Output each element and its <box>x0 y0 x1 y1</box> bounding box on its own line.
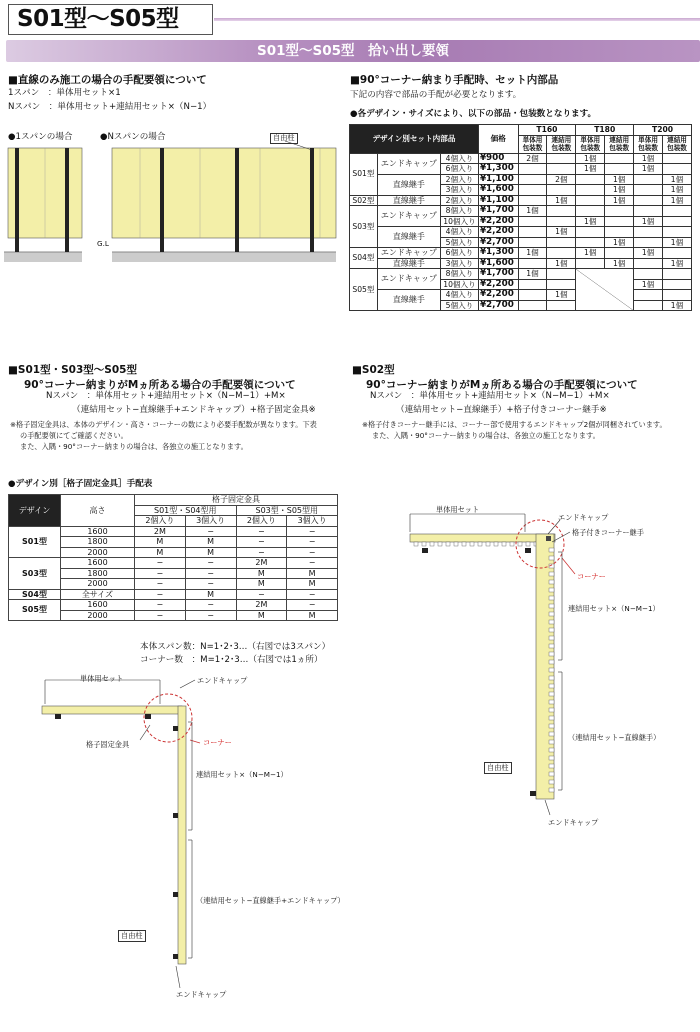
left-bracket-label: 格子固定金具 <box>86 740 130 749</box>
size-t180: T180 <box>576 125 634 136</box>
s0135-note-3: また、入隅・90°コーナー納まりの場合は、各独立の施工となります。 <box>20 442 248 451</box>
lattice-slat <box>549 692 554 696</box>
right-post-label: 自由柱 <box>484 762 512 774</box>
table-row: 10個入り ¥2,200 1個 <box>350 279 692 290</box>
size-t160: T160 <box>518 125 576 136</box>
title-rule <box>214 18 700 21</box>
corner-parts-sub2: ●各デザイン・サイズにより、以下の部品・包装数となります。 <box>350 109 597 119</box>
panel-nspan <box>112 148 336 238</box>
gl-label: G.L <box>97 239 109 248</box>
lattice-slat <box>549 628 554 632</box>
lattice-slat <box>549 708 554 712</box>
left-post-label: 自由柱 <box>118 930 146 942</box>
free-post-label: 自由柱 <box>270 133 298 144</box>
table-row: 3個入り ¥1,600 1個 1個 <box>350 185 692 196</box>
lattice-slat <box>549 668 554 672</box>
lattice-slat <box>549 556 554 560</box>
table-row: 1800 M M − − <box>9 537 338 548</box>
table-row: S01型 エンドキャップ 4個入り ¥900 2個 1個 1個 <box>350 153 692 164</box>
lattice-slat <box>549 780 554 784</box>
s0135-line-2: （連結用セット−直線継手+エンドキャップ）+格子固定金具※ <box>72 405 316 415</box>
s0135-note-1: ※格子固定金具は、本体のデザイン・高さ・コーナーの数により必要手配数が異なります。下表 <box>10 420 317 429</box>
lattice-slat <box>549 604 554 608</box>
lattice-slat <box>549 772 554 776</box>
bracket-heading: ●デザイン別［格子固定金具］手配表 <box>8 479 153 489</box>
straight-fence-diagram <box>0 140 340 275</box>
bracket-note-1: 本体スパン数：N=1･2･3…（右図では3スパン） <box>140 642 331 652</box>
lattice-slat <box>549 676 554 680</box>
table-row: 2000 − − M M <box>9 610 338 621</box>
left-end-cap-bottom-label: エンドキャップ <box>176 990 227 999</box>
right-corner-joint-label: 格子付きコーナー継手 <box>572 528 644 537</box>
table-row: S05型 エンドキャップ 8個入り ¥1,700 1個 <box>350 269 692 280</box>
parts-table: デザイン別セット内部品 価格 T160 T180 T200 単体用包装数 連結用包装数 単体用包装数 連結用包装数 単体用包装数 連結用包装数 S01型 エンドキャップ 4個入り ¥900 2個 1個 1個 6個入り ¥1,300 1個 1個 直線継手 2個入り ¥1,100 2個 1個 1個 3個入り ¥1,600 1個 1個 S02型 直線継手 2個入り ¥1,100 1個 1個 1個 S03型 エンドキャップ 8個入り ¥1,700 1個 10個入り ¥2,200 1個 1個 直線継手 4個入り ¥2,200 1個 5個入り ¥2,700 1個 1個 S04型 エンドキャップ 6個入り ¥1,300 1個 1個 1個 直線継手 3個入り ¥1,600 1個 1個 1個 S05型 エンドキャップ 8個入り ¥1,700 1個 10個入り ¥2,200 1個 直線継手 4個入り ¥2,200 1個 5個入り ¥2,700 1個 <box>349 124 692 311</box>
left-corner-label: コーナー <box>203 738 232 747</box>
horizontal-fence <box>42 706 182 714</box>
post <box>235 148 239 252</box>
straight-heading: ■直線のみ施工の場合の手配要領について <box>8 74 207 86</box>
corner-parts-sub: 下記の内容で部品の手配が必要となります。 <box>350 90 522 100</box>
table-row: S03型 1600 − − 2M − <box>9 558 338 569</box>
lattice-slat <box>549 788 554 792</box>
post <box>160 148 164 252</box>
lattice-slat <box>549 740 554 744</box>
right-end-cap-bottom-label: エンドキャップ <box>548 818 599 827</box>
post <box>15 148 19 252</box>
lattice-slat <box>549 644 554 648</box>
right-corner-diagram <box>400 490 700 835</box>
bracket-table: デザイン 高さ 格子固定金具 S01型・S04型用 S03型・S05型用 2個入り 3個入り 2個入り 3個入り S01型 1600 2M − − − 1800 M M − − 2000 M M − − S03型 1600 − − 2M − 1800 − − M M 2000 − − M M S04型 全サイズ − M − − S05型 1600 − − 2M − 2000 − − M M <box>8 494 338 621</box>
right-single-set-label: 単体用セット <box>436 505 480 514</box>
right-connect-minus-label: （連結用セット−直線継手） <box>568 733 661 742</box>
left-single-set-label: 単体用セット <box>80 674 124 683</box>
lattice-slat <box>549 716 554 720</box>
s0135-heading-1: ■S01型・S03型〜S05型 <box>8 364 137 376</box>
lattice-slat <box>549 596 554 600</box>
lattice-slat <box>549 700 554 704</box>
s0135-line-1: Nスパン ：単体用セット+連結用セット×（N−M−1）+M× <box>46 391 286 401</box>
left-corner-diagram <box>0 670 340 1032</box>
table-row: S04型 エンドキャップ 6個入り ¥1,300 1個 1個 1個 <box>350 248 692 259</box>
bracket-note-2: コーナー数 ：M=1･2･3…（右図では1ヵ所） <box>140 655 323 665</box>
right-corner-label: コーナー <box>577 572 606 581</box>
parts-header-design: デザイン別セット内部品 <box>350 125 479 154</box>
lattice-slat <box>549 620 554 624</box>
lattice-slat <box>549 764 554 768</box>
right-connect-label: 連結用セット×（N−M−1） <box>568 604 660 613</box>
lattice-slat <box>549 684 554 688</box>
table-row: S05型 1600 − − 2M − <box>9 600 338 611</box>
lattice-slat <box>549 748 554 752</box>
left-connect-label: 連結用セット×（N−M−1） <box>196 770 288 779</box>
lattice-slat <box>549 724 554 728</box>
lattice-slat <box>549 572 554 576</box>
straight-line-1: 1スパン ：単体用セット×1 <box>8 88 121 98</box>
table-row: 5個入り ¥2,700 1個 1個 <box>350 237 692 248</box>
s0135-heading-2: 90°コーナー納まりがMヵ所ある場合の手配要領について <box>24 379 296 391</box>
ground-1span <box>4 252 82 262</box>
table-row: S02型 直線継手 2個入り ¥1,100 1個 1個 1個 <box>350 195 692 206</box>
table-row: 直線継手 2個入り ¥1,100 2個 1個 1個 <box>350 174 692 185</box>
table-row: 10個入り ¥2,200 1個 1個 <box>350 216 692 227</box>
lattice-slat <box>549 612 554 616</box>
table-row: 2000 − − M M <box>9 579 338 590</box>
table-row: 6個入り ¥1,300 1個 1個 <box>350 164 692 175</box>
lattice-slat <box>549 636 554 640</box>
post <box>310 148 314 252</box>
table-row: S04型 全サイズ − M − − <box>9 589 338 600</box>
table-row: S03型 エンドキャップ 8個入り ¥1,700 1個 <box>350 206 692 217</box>
label-nspan: ●Nスパンの場合 <box>100 132 166 142</box>
s02-line-2: （連結用セット−直線継手）+格子付きコーナー継手※ <box>396 405 607 415</box>
lattice-slat <box>549 660 554 664</box>
lattice-slat <box>549 652 554 656</box>
label-1span: ●1スパンの場合 <box>8 132 73 142</box>
table-row: 直線継手 3個入り ¥1,600 1個 1個 1個 <box>350 258 692 269</box>
table-row: 直線継手 4個入り ¥2,200 1個 <box>350 290 692 301</box>
post <box>65 148 69 252</box>
vertical-fence <box>178 706 186 964</box>
page-title: S01型〜S05型 <box>8 4 213 35</box>
table-row: 5個入り ¥2,700 1個 <box>350 300 692 311</box>
table-row: 1800 − − M M <box>9 568 338 579</box>
right-end-cap-label: エンドキャップ <box>558 513 609 522</box>
straight-line-2: Nスパン ：単体用セット+連結用セット×（N−1） <box>8 102 212 112</box>
parts-header-price: 価格 <box>478 125 518 154</box>
table-row: 直線継手 4個入り ¥2,200 1個 <box>350 227 692 238</box>
lattice-slat <box>549 588 554 592</box>
horizontal-lattice <box>410 534 555 542</box>
s02-heading-2: 90°コーナー納まりがMヵ所ある場合の手配要領について <box>366 379 638 391</box>
corner-parts-heading: ■90°コーナー納まり手配時、セット内部品 <box>350 74 559 86</box>
lattice-slat <box>549 756 554 760</box>
s02-line-1: Nスパン ：単体用セット+連結用セット×（N−M−1）+M× <box>370 391 610 401</box>
ground-nspan <box>112 252 336 262</box>
s02-heading-1: ■S02型 <box>352 364 395 376</box>
s02-note-1: ※格子付きコーナー継手には、コーナー部で使用するエンドキャップ2個が同梱されています。 <box>362 420 667 429</box>
table-row: 2000 M M − − <box>9 547 338 558</box>
lattice-slat <box>549 548 554 552</box>
size-t200: T200 <box>634 125 692 136</box>
s0135-note-2: の手配要領にてご確認ください。 <box>20 431 128 440</box>
section-banner: S01型〜S05型 拾い出し要領 <box>6 40 700 62</box>
lattice-slat <box>549 580 554 584</box>
left-end-cap-label: エンドキャップ <box>197 676 248 685</box>
lattice-slat <box>549 732 554 736</box>
s02-note-2: また、入隅・90°コーナー納まりの場合は、各独立の施工となります。 <box>372 431 600 440</box>
left-connect-minus-label: （連結用セット−直線継手+エンドキャップ） <box>196 896 345 905</box>
table-row: S01型 1600 2M − − − <box>9 526 338 537</box>
